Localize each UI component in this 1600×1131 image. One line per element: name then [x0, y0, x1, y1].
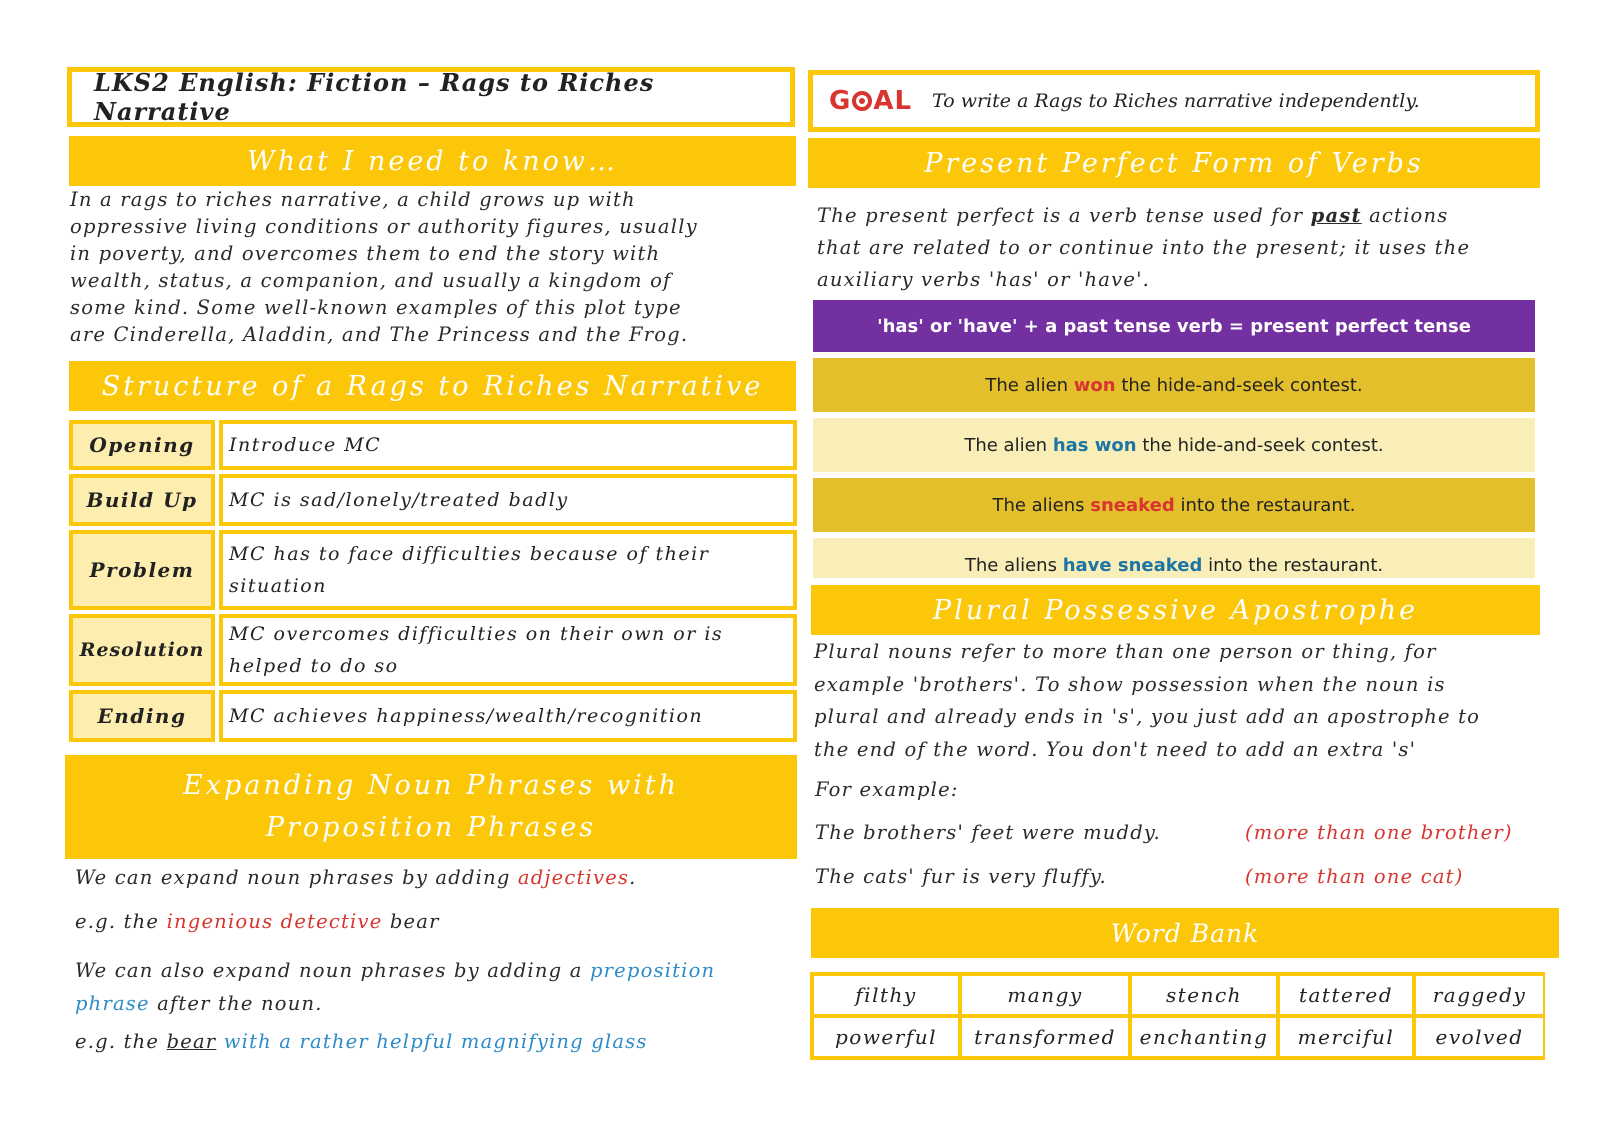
noun-phrases-para: We can expand noun phrases by adding adjectives. — [75, 866, 637, 889]
present-perfect-body — [817, 200, 1542, 296]
structure-row — [69, 614, 797, 686]
word-bank-item: enchanting — [1132, 1018, 1276, 1056]
apostrophe-heading: Plural Possessive Apostrophe — [811, 585, 1540, 635]
verb-example: The alien won the hide-and-seek contest. — [813, 358, 1535, 412]
for-example-label: For example: — [815, 778, 959, 801]
structure-text: MC achieves happiness/wealth/recognition — [219, 690, 797, 742]
word-bank-item: tattered — [1280, 976, 1412, 1014]
need-to-know-heading: What I need to know… — [69, 136, 796, 186]
word-bank-item: merciful — [1280, 1018, 1412, 1056]
structure-text: MC overcomes difficulties on their own or is helped to do so — [219, 614, 797, 686]
need-to-know-line: wealth, status, a companion, and usually a kingdom of — [70, 269, 672, 292]
goal-box — [808, 70, 1540, 132]
noun-phrases-body — [75, 866, 805, 1053]
need-to-know-line: are Cinderella, Aladdin, and The Princess and the Frog. — [70, 323, 689, 346]
word-bank-item: stench — [1132, 976, 1276, 1014]
verb-example: The alien has won the hide-and-seek contest. — [813, 418, 1535, 472]
apostrophe-line: the end of the word. You don't need to add an extra 's' — [814, 737, 1417, 761]
apostrophe-body — [814, 636, 1544, 766]
word-bank-item: raggedy — [1416, 976, 1543, 1014]
present-perfect-line: auxiliary verbs 'has' or 'have'. — [817, 268, 1151, 291]
apostrophe-line: example 'brothers'. To show possession when the noun is — [814, 672, 1446, 696]
word-bank-grid — [810, 972, 1545, 1060]
verb-example: The aliens sneaked into the restaurant. — [813, 478, 1535, 532]
present-perfect-line: that are related to or continue into the present; it uses the — [817, 236, 1471, 259]
structure-row — [69, 420, 797, 470]
structure-table — [69, 420, 797, 746]
word-bank-item: filthy — [814, 976, 958, 1014]
structure-text: Introduce MC — [219, 420, 797, 470]
present-perfect-formula: 'has' or 'have' + a past tense verb = present perfect tense — [813, 300, 1535, 352]
structure-row — [69, 474, 797, 526]
need-to-know-line: some kind. Some well-known examples of this plot type — [70, 296, 682, 319]
structure-heading: Structure of a Rags to Riches Narrative — [69, 361, 796, 411]
structure-label: Resolution — [69, 614, 215, 686]
present-perfect-line: The present perfect is a verb tense used for past actions — [817, 204, 1449, 227]
present-perfect-heading: Present Perfect Form of Verbs — [808, 138, 1540, 188]
apostrophe-example-note: (more than one brother) — [1245, 821, 1513, 844]
structure-label: Build Up — [69, 474, 215, 526]
word-bank-item: evolved — [1416, 1018, 1543, 1056]
apostrophe-example-note: (more than one cat) — [1245, 865, 1464, 888]
need-to-know-line: in poverty, and overcomes them to end the story with — [70, 242, 661, 265]
word-bank-heading: Word Bank — [811, 908, 1559, 958]
goal-logo-icon: G AL — [829, 86, 913, 116]
apostrophe-example: The brothers' feet were muddy. — [815, 821, 1161, 844]
structure-label: Problem — [69, 530, 215, 610]
noun-phrases-example: e.g. the bear with a rather helpful magnifying glass — [75, 1030, 648, 1053]
need-to-know-body — [70, 186, 800, 348]
apostrophe-line: plural and already ends in 's', you just add an apostrophe to — [814, 705, 1481, 728]
word-bank-item: mangy — [962, 976, 1128, 1014]
structure-row — [69, 690, 797, 742]
structure-label: Opening — [69, 420, 215, 470]
noun-phrases-para: We can also expand noun phrases by adding a preposition phrase after the noun. — [75, 959, 716, 1015]
apostrophe-example: The cats' fur is very fluffy. — [815, 865, 1107, 888]
goal-text: To write a Rags to Riches narrative independently. — [932, 90, 1420, 112]
structure-label: Ending — [69, 690, 215, 742]
noun-phrases-heading-line: Expanding Noun Phrases with — [183, 770, 679, 801]
structure-text: MC has to face difficulties because of their situation — [219, 530, 797, 610]
word-bank-item: transformed — [962, 1018, 1128, 1056]
structure-row — [69, 530, 797, 610]
noun-phrases-example: e.g. the ingenious detective bear — [75, 910, 440, 933]
noun-phrases-heading — [65, 755, 797, 859]
word-bank-item: powerful — [814, 1018, 958, 1056]
apostrophe-line: Plural nouns refer to more than one person or thing, for — [814, 640, 1437, 663]
structure-text: MC is sad/lonely/treated badly — [219, 474, 797, 526]
page-title: LKS2 English: Fiction – Rags to Riches Narrative — [67, 67, 795, 127]
need-to-know-line: In a rags to riches narrative, a child grows up with — [70, 188, 636, 211]
need-to-know-line: oppressive living conditions or authority figures, usually — [70, 215, 698, 238]
verb-example: The aliens have sneaked into the restaurant. — [813, 538, 1535, 578]
noun-phrases-heading-line: Proposition Phrases — [265, 812, 597, 843]
